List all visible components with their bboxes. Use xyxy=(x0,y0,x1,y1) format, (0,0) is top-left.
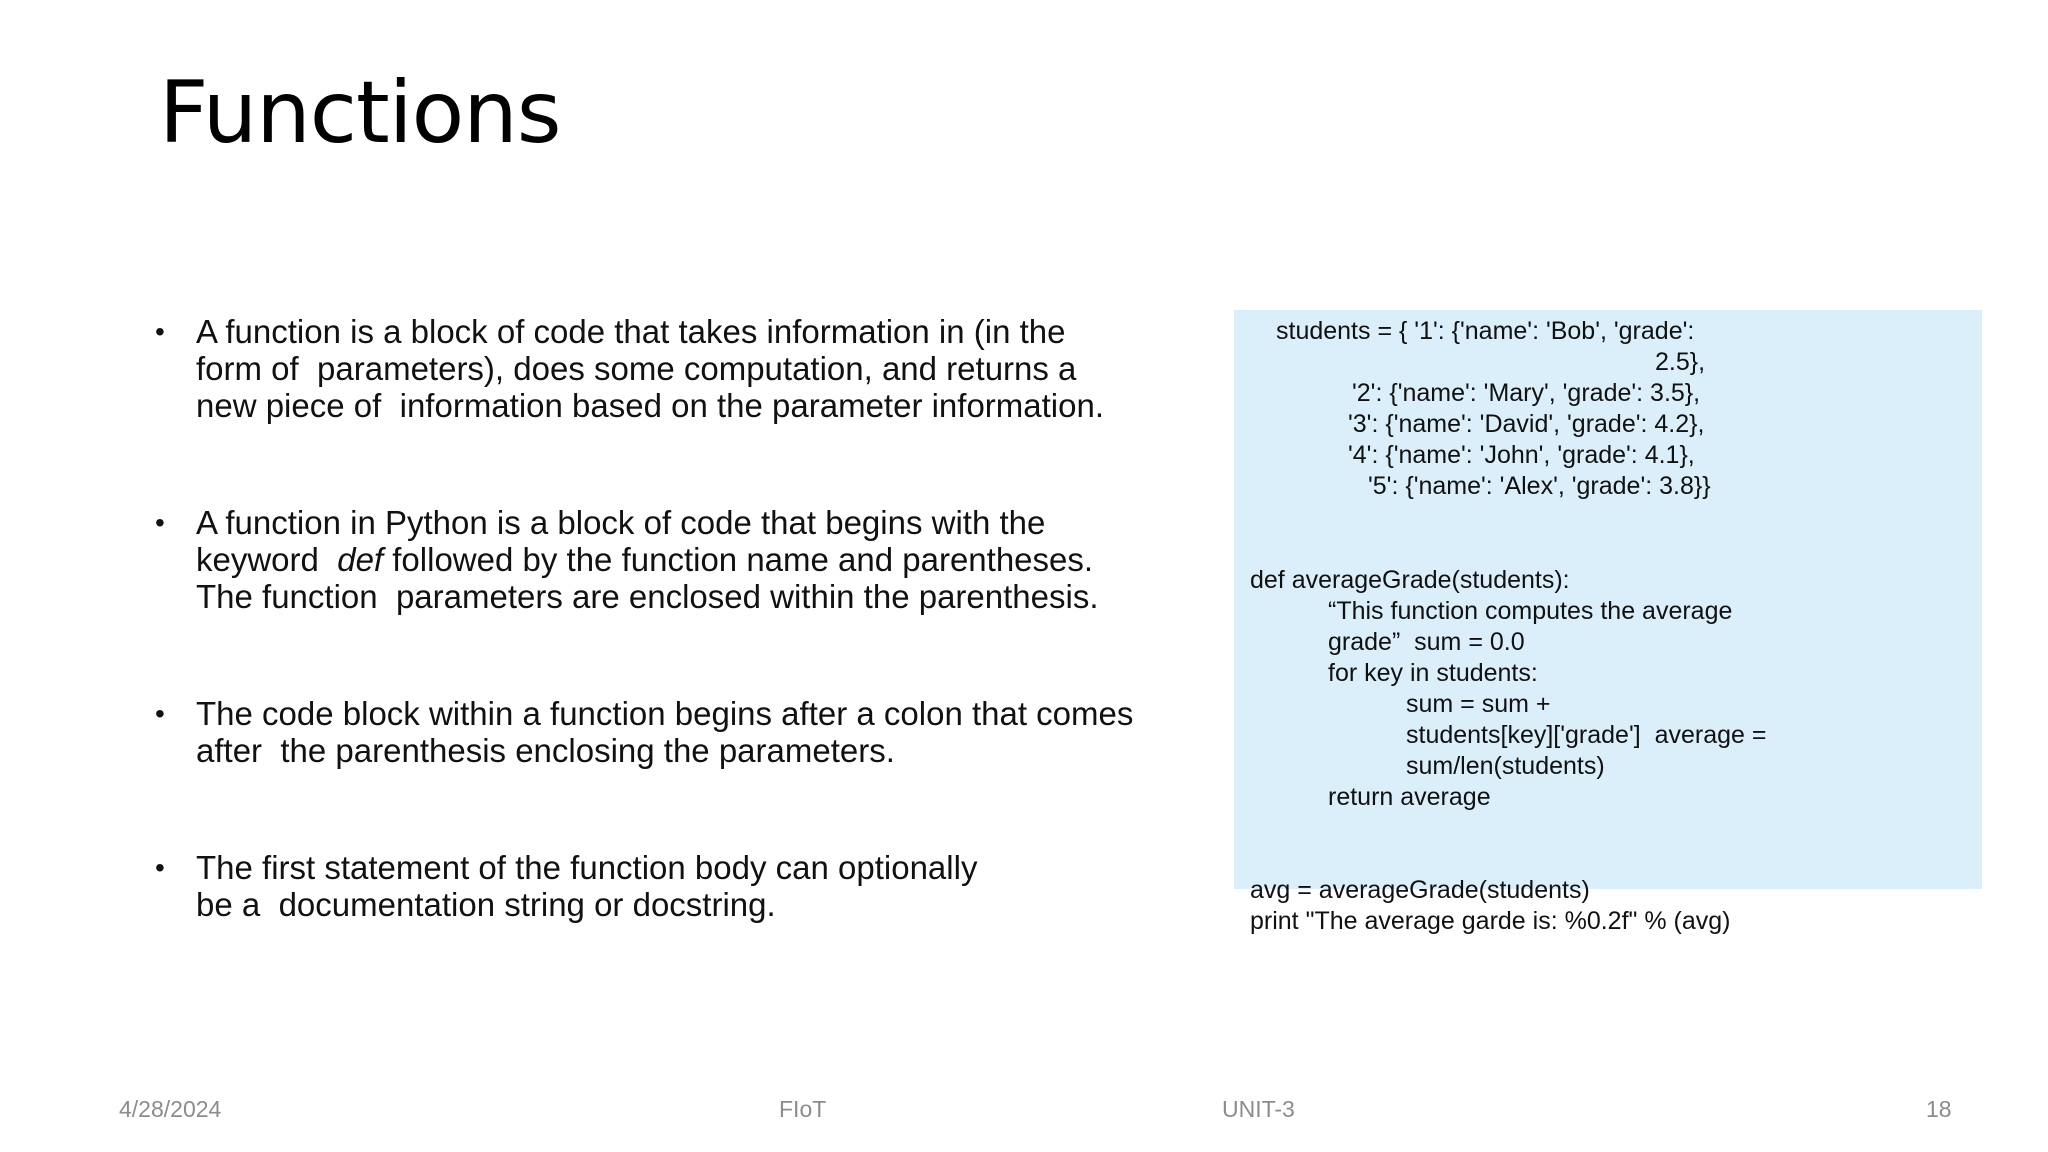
code-line: students[key]['grade'] average = xyxy=(1406,721,1767,749)
code-line: students = { '1': {'name': 'Bob', 'grade': xyxy=(1276,317,1695,345)
bullet-line-suffix: followed by the function name and parentheses. xyxy=(383,541,1094,578)
code-line: grade” sum = 0.0 xyxy=(1328,628,1525,656)
code-line: '4': {'name': 'John', 'grade': 4.1}, xyxy=(1348,441,1695,469)
bullet-line: after the parenthesis enclosing the parameters. xyxy=(196,732,895,769)
bullet-text xyxy=(196,849,1196,923)
bullet-text xyxy=(196,504,1196,615)
code-line: '2': {'name': 'Mary', 'grade': 3.5}, xyxy=(1352,379,1701,407)
footer-course: FIoT xyxy=(779,1096,827,1122)
slide-title: Functions xyxy=(159,63,561,163)
bullet-line: The first statement of the function body can optionally xyxy=(196,849,978,886)
bullet-line xyxy=(196,541,1196,578)
code-line: “This function computes the average xyxy=(1328,597,1733,625)
code-line: avg = averageGrade(students) xyxy=(1250,876,1590,904)
bullet-dot-icon: • xyxy=(155,698,165,729)
code-line: for key in students: xyxy=(1328,659,1538,687)
bullet-dot-icon: • xyxy=(155,316,165,347)
code-line: '3': {'name': 'David', 'grade': 4.2}, xyxy=(1348,410,1705,438)
bullet-line: A function is a block of code that takes information in (in the xyxy=(196,313,1066,350)
code-line: sum/len(students) xyxy=(1406,752,1605,780)
code-line: return average xyxy=(1328,783,1491,811)
code-line: 2.5}, xyxy=(1655,348,1706,376)
bullet-line-prefix: keyword xyxy=(196,541,338,578)
bullet-line: be a documentation string or docstring. xyxy=(196,886,776,923)
footer-date: 4/28/2024 xyxy=(119,1096,222,1122)
bullet-line: form of parameters), does some computation, and returns a xyxy=(196,350,1077,387)
bullet-text xyxy=(196,313,1196,424)
bullet-dot-icon: • xyxy=(155,507,165,538)
bullet-line: A function in Python is a block of code that begins with the xyxy=(196,504,1046,541)
bullet-line: The code block within a function begins after a colon that comes xyxy=(196,695,1134,732)
page-number: 18 xyxy=(1926,1096,1952,1122)
bullet-dot-icon: • xyxy=(155,852,165,883)
bullet-line: The function parameters are enclosed within the parenthesis. xyxy=(196,578,1099,615)
keyword-def: def xyxy=(337,541,384,578)
code-line: print "The average garde is: %0.2f" % (avg) xyxy=(1250,907,1731,935)
code-line: def averageGrade(students): xyxy=(1250,566,1570,594)
bullet-line: new piece of information based on the parameter information. xyxy=(196,387,1105,424)
footer-unit: UNIT-3 xyxy=(1222,1096,1295,1122)
bullet-text xyxy=(196,695,1196,769)
code-line: '5': {'name': 'Alex', 'grade': 3.8}} xyxy=(1368,472,1711,500)
code-line: sum = sum + xyxy=(1406,690,1551,718)
